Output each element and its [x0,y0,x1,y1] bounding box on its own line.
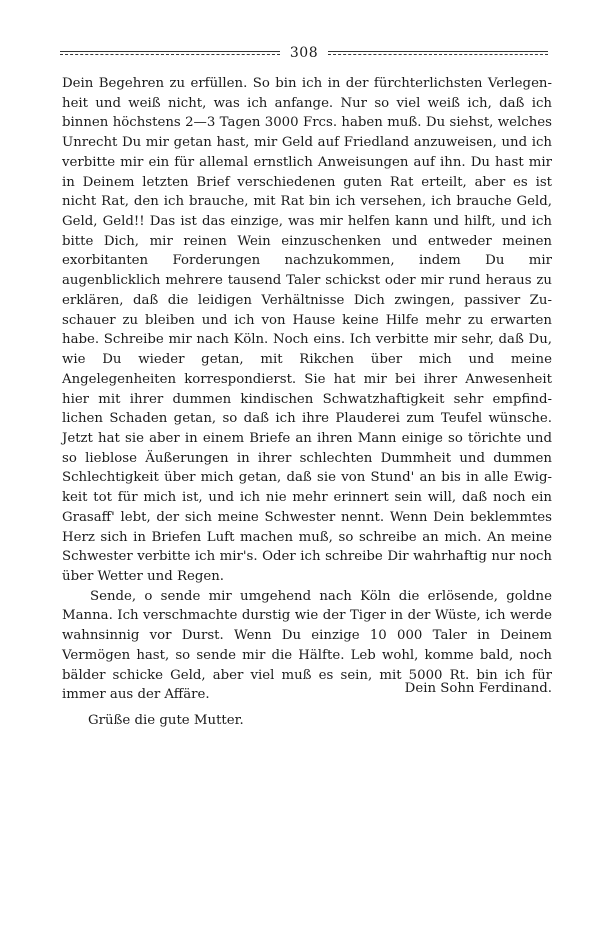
letter-postscript: Grüße die gute Mutter. [88,713,244,728]
page-number: 308 [289,45,319,61]
header-rule-right [328,50,548,56]
letter-signature: Dein Sohn Ferdinand. [404,681,552,696]
letter-body [62,74,552,705]
header-rule-left [60,50,280,56]
letter-paragraph-2: Sende, o sende mir umgehend nach Köln die erlösende, goldne Manna. Ich verschmachte durstig wie der Tiger in der Wüste, ich werde wahnsinnig vor Durst. Wenn Du einzige 10 000 Taler in Deinem Vermögen hast, so sende mir die Hälfte. Leb wohl, komme bald, noch bälder schicke Geld, aber viel muß es sein, mit 5000 Rt. bin ich für immer aus der Affäre. [62,588,552,703]
letter-paragraph-1: Dein Begehren zu erfüllen. So bin ich in der fürchterlichsten Verlegenheit und weiß nicht, was ich anfange. Nur so viel weiß ich, daß ich binnen höchstens 2—3 Tagen 3000 Frcs. haben muß. Du siehst, welches Unrecht Du mir getan hast, mir Geld auf Friedland anzuweisen, und ich verbitte mir ein für allemal ernstlich Anweisungen auf ihn. Du hast mir in Deinem letzten Brief verschiedenen guten Rat erteilt, aber es ist nicht Rat, den ich brauche, mit Rat bin ich versehen, ich brauche Geld, Geld, Geld!! Das ist das einzige, was mir helfen kann und hilft, und ich bitte Dich, mir reinen Wein einzuschenken und entweder meinen exorbitanten Forderungen nachzukommen, indem Du mir augenblicklich mehrere tausend Taler schickst oder mir rund heraus zu erklären, daß die leidigen Verhältnisse Dich zwingen, passiver Zuschauer zu bleiben und ich von Hause keine Hilfe mehr zu erwarten habe. Schreibe mir nach Köln. Noch eins. Ich verbitte mir sehr, daß Du, wie Du wieder getan, mit Rikchen über mich und meine Angelegenheiten korrespondierst. Sie hat mir bei ihrer Anwesenheit hier mit ihrer dummen kindischen Schwatzhaftigkeit sehr empfindlichen Schaden getan, so daß ich ihre Plauderei zum Teufel wünsche. Jetzt hat sie aber in einem Briefe an ihren Mann einige so törichte und so lieblose Äußerungen in ihrer schlechten Dummheit und dummen Schlechtigkeit über mich getan, daß sie von Stund' an bis in alle Ewigkeit tot für mich ist, und ich nie mehr erinnert sein will, daß noch ein Grasaff' lebt, der sich meine Schwester nennt. Wenn Dein beklemmtes Herz sich in Briefen Luft machen muß, so schreibe an mich. An meine Schwester verbitte ich mir's. Oder ich schreibe Dir wahrhaftig nur noch über Wetter und Regen. [62,76,552,584]
page-header [60,42,548,64]
